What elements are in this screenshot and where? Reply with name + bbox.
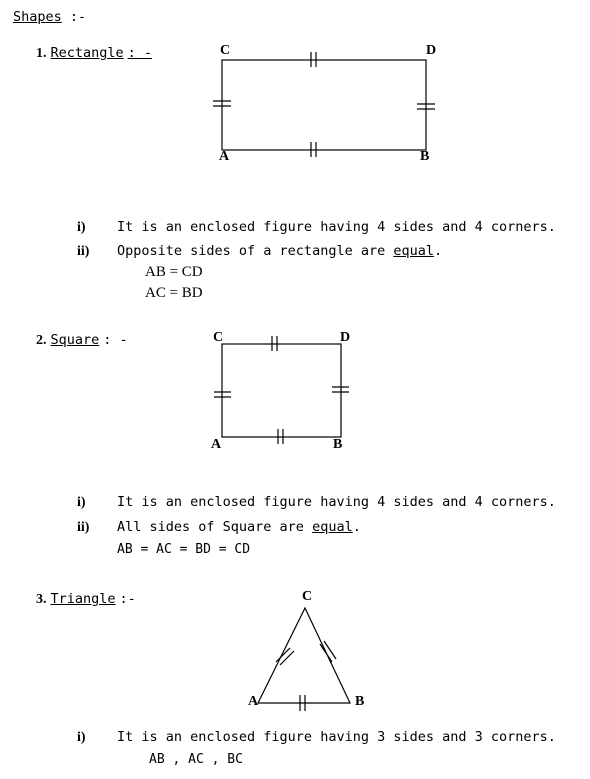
section-number: 3.	[36, 592, 47, 607]
list-text-end: .	[352, 519, 361, 535]
section-name: Rectangle	[50, 45, 124, 61]
equation: AB = CD	[145, 264, 203, 280]
vertex-label-a: A	[211, 437, 222, 452]
vertex-label-b: B	[355, 694, 365, 709]
equation: AC = BD	[145, 285, 203, 301]
section-name: Triangle	[50, 591, 116, 607]
list-marker: i)	[77, 220, 86, 235]
list-marker: ii)	[77, 520, 90, 535]
section-separator: :-	[119, 591, 136, 607]
vertex-label-c: C	[302, 589, 313, 604]
list-text: Opposite sides of a rectangle are	[117, 243, 394, 259]
section-heading-square	[36, 331, 128, 349]
page-title-text: Shapes	[13, 9, 62, 25]
list-text-end: .	[433, 243, 443, 259]
vertex-label-b: B	[420, 149, 430, 164]
section-heading-triangle	[36, 590, 136, 608]
square-outline	[222, 344, 341, 437]
section-separator: : -	[127, 45, 153, 61]
list-text-underlined: equal	[312, 519, 353, 535]
list-item	[77, 728, 556, 746]
section-name: Square	[50, 332, 100, 348]
list-marker: ii)	[77, 244, 90, 259]
list-item	[77, 242, 442, 260]
list-item	[77, 518, 361, 536]
rectangle-outline	[222, 60, 426, 150]
list-text-underlined: equal	[393, 243, 434, 259]
vertex-label-c: C	[220, 43, 231, 58]
page-title-suffix: :-	[69, 9, 87, 25]
list-marker: i)	[77, 730, 86, 745]
vertex-label-a: A	[219, 149, 230, 164]
vertex-label-c: C	[213, 330, 224, 345]
equation: AB , AC , BC	[149, 752, 243, 767]
list-text: It is an enclosed figure having 4 sides and 4 corners.	[117, 219, 556, 235]
section-separator: : -	[103, 332, 128, 348]
triangle-diagram	[258, 608, 350, 711]
triangle-outline	[258, 608, 350, 703]
square-diagram	[214, 336, 349, 444]
list-item	[77, 493, 556, 511]
vertex-label-a: A	[248, 694, 259, 709]
list-text: It is an enclosed figure having 3 sides and 3 corners.	[117, 729, 556, 745]
equation: AB = AC = BD = CD	[117, 542, 251, 557]
list-item	[77, 218, 556, 236]
section-number: 1.	[36, 46, 47, 61]
list-text: It is an enclosed figure having 4 sides and 4 corners.	[117, 494, 556, 510]
list-text: All sides of Square are	[117, 519, 313, 535]
vertex-label-d: D	[426, 43, 437, 58]
list-marker: i)	[77, 495, 86, 510]
vertex-label-b: B	[333, 437, 343, 452]
vertex-label-d: D	[340, 330, 351, 345]
rectangle-diagram	[213, 52, 435, 157]
section-number: 2.	[36, 333, 47, 348]
